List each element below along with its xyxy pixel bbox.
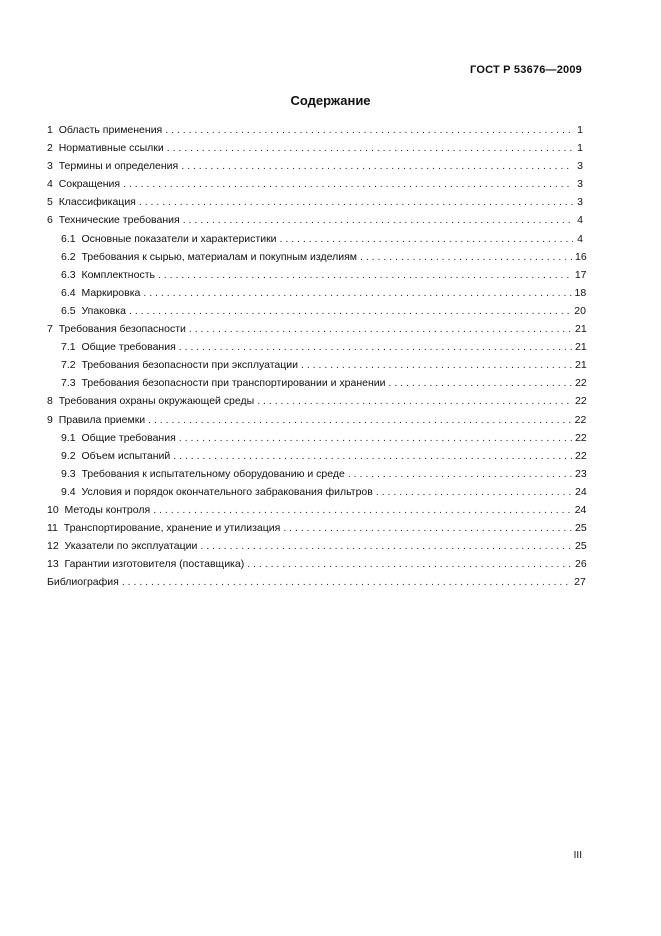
toc-entry-page: 21 xyxy=(575,323,587,336)
toc-entry-number: 2 xyxy=(47,142,53,155)
toc-entry-page: 17 xyxy=(574,268,587,281)
toc-entry[interactable] xyxy=(47,374,587,392)
toc-entry-label: Библиография xyxy=(47,576,119,589)
toc-leader-dots xyxy=(143,284,572,302)
toc-entry-label: Требования безопасности при транспортировании и хранении xyxy=(81,377,386,390)
toc-entry-number: 3 xyxy=(47,160,53,173)
toc-entry[interactable] xyxy=(47,411,587,429)
toc-entry-page: 26 xyxy=(575,558,587,571)
toc-leader-dots xyxy=(139,193,573,211)
toc-entry[interactable] xyxy=(47,555,587,573)
toc-entry[interactable] xyxy=(47,121,583,139)
toc-entry-page: 25 xyxy=(575,540,587,553)
toc-leader-dots xyxy=(165,121,573,139)
toc-leader-dots xyxy=(301,356,573,374)
toc-entry-label: Маркировка xyxy=(81,286,141,299)
toc-entry-label: Требования безопасности xyxy=(58,323,186,336)
toc-leader-dots xyxy=(360,248,573,266)
toc-entry[interactable] xyxy=(47,392,587,410)
toc-leader-dots xyxy=(181,157,573,175)
toc-entry[interactable] xyxy=(47,519,587,537)
toc-entry-label: Классификация xyxy=(58,196,136,209)
toc-leader-dots xyxy=(200,537,573,555)
toc-entry[interactable] xyxy=(47,483,587,501)
toc-entry-label: Правила приемки xyxy=(58,413,146,426)
toc-entry-page: 22 xyxy=(575,431,587,444)
toc-entry-page: 23 xyxy=(575,467,587,480)
toc-entry-label: Упаковка xyxy=(81,304,126,317)
toc-entry[interactable] xyxy=(47,429,587,447)
toc-entry-number: 6.5 xyxy=(61,304,76,317)
toc-entry-page: 16 xyxy=(575,250,587,263)
toc-leader-dots xyxy=(158,266,573,284)
toc-entry-label: Условия и порядок окончательного забракования фильтров xyxy=(81,485,373,498)
toc-entry[interactable] xyxy=(47,230,583,248)
toc-entry-number: 8 xyxy=(47,395,53,408)
toc-entry-label: Комплектность xyxy=(81,268,155,281)
toc-entry[interactable] xyxy=(47,211,583,229)
toc-entry-number: 13 xyxy=(47,558,59,571)
toc-entry-number: 6.1 xyxy=(61,232,76,245)
toc-entry-number: 6.2 xyxy=(61,250,76,263)
page-number: III xyxy=(573,850,582,861)
toc-entry-page: 25 xyxy=(575,522,587,535)
toc-entry-number: 9.2 xyxy=(61,449,76,462)
toc-entry-number: 7.1 xyxy=(61,341,76,354)
toc-entry-page: 1 xyxy=(577,142,583,155)
toc-entry-page: 24 xyxy=(574,503,587,516)
toc-entry[interactable] xyxy=(47,248,587,266)
toc-leader-dots xyxy=(129,302,572,320)
toc-entry[interactable] xyxy=(47,139,583,157)
toc-entry[interactable] xyxy=(47,266,587,284)
toc-entry[interactable] xyxy=(47,284,587,302)
toc-leader-dots xyxy=(173,447,573,465)
toc-entry[interactable] xyxy=(47,302,586,320)
toc-leader-dots xyxy=(280,230,573,248)
toc-entry-page: 3 xyxy=(577,160,583,173)
toc-leader-dots xyxy=(148,411,572,429)
toc-entry[interactable] xyxy=(47,193,583,211)
toc-entry-page: 4 xyxy=(577,232,583,245)
toc-entry-page: 22 xyxy=(575,449,587,462)
toc-entry-label: Требования охраны окружающей среды xyxy=(58,395,255,408)
toc-entry[interactable] xyxy=(47,320,587,338)
toc-entry-number: 5 xyxy=(47,196,53,209)
toc-entry-label: Методы контроля xyxy=(64,503,151,516)
toc-entry-label: Требования безопасности при эксплуатации xyxy=(81,359,299,372)
toc-leader-dots xyxy=(257,392,573,410)
toc-entry-number: 7 xyxy=(47,323,53,336)
document-code: ГОСТ Р 53676—2009 xyxy=(470,64,582,76)
toc-entry-page: 22 xyxy=(574,413,587,426)
toc-entry-number: 9.4 xyxy=(61,485,76,498)
toc-leader-dots xyxy=(189,320,573,338)
page-title: Содержание xyxy=(290,93,371,108)
toc-entry-number: 7.2 xyxy=(61,359,76,372)
toc-entry-page: 21 xyxy=(575,359,587,372)
toc-leader-dots xyxy=(348,465,573,483)
toc-entry-label: Сокращения xyxy=(58,178,121,191)
toc-leader-dots xyxy=(167,139,573,157)
toc-entry-label: Нормативные ссылки xyxy=(58,142,164,155)
toc-entry-number: 4 xyxy=(47,178,53,191)
toc-leader-dots xyxy=(247,555,573,573)
toc-entry-page: 24 xyxy=(575,485,587,498)
toc-entry-page: 22 xyxy=(575,377,587,390)
toc-leader-dots xyxy=(153,501,573,519)
toc-entry-label: Термины и определения xyxy=(58,160,179,173)
toc-entry[interactable] xyxy=(47,157,583,175)
toc-entry-number: 6.4 xyxy=(61,286,76,299)
toc-entry-number: 9 xyxy=(47,413,53,426)
toc-entry-number: 6 xyxy=(47,214,53,227)
toc-leader-dots xyxy=(123,175,573,193)
toc-entry-page: 1 xyxy=(577,124,583,136)
toc-entry-page: 18 xyxy=(574,286,587,299)
toc-entry-page: 21 xyxy=(575,341,587,354)
toc-entry-number: 9.1 xyxy=(61,431,76,444)
toc-entry-number: 7.3 xyxy=(61,377,76,390)
toc-entry-number: 10 xyxy=(47,503,59,516)
toc-entry[interactable] xyxy=(47,447,587,465)
table-of-contents xyxy=(47,121,587,591)
toc-entry[interactable] xyxy=(47,356,587,374)
toc-entry[interactable] xyxy=(47,465,587,483)
toc-entry-label: Основные показатели и характеристики xyxy=(81,232,277,245)
toc-entry-label: Требования к сырью, материалам и покупным изделиям xyxy=(81,250,357,263)
toc-entry-label: Гарантии изготовителя (поставщика) xyxy=(64,558,245,571)
toc-entry-number: 6.3 xyxy=(61,268,76,281)
toc-entry-number: 1 xyxy=(47,124,53,136)
toc-entry[interactable] xyxy=(47,537,587,555)
toc-leader-dots xyxy=(376,483,573,501)
toc-entry-page: 3 xyxy=(577,196,583,209)
toc-entry-page: 22 xyxy=(575,395,587,408)
toc-entry-page: 4 xyxy=(577,214,583,227)
toc-entry[interactable] xyxy=(47,501,587,519)
toc-leader-dots xyxy=(389,374,573,392)
toc-entry[interactable] xyxy=(47,573,586,591)
toc-entry-page: 3 xyxy=(577,178,583,191)
toc-leader-dots xyxy=(179,338,573,356)
toc-entry-label: Объем испытаний xyxy=(81,449,171,462)
toc-entry-label: Общие требования xyxy=(81,341,176,354)
toc-entry-label: Технические требования xyxy=(58,214,180,227)
toc-entry[interactable] xyxy=(47,338,587,356)
toc-entry-page: 20 xyxy=(574,304,586,317)
toc-entry-label: Общие требования xyxy=(81,431,176,444)
toc-leader-dots xyxy=(122,573,572,591)
toc-leader-dots xyxy=(179,429,573,447)
toc-entry-label: Область применения xyxy=(58,124,163,136)
toc-entry-label: Транспортирование, хранение и утилизация xyxy=(63,522,281,535)
toc-leader-dots xyxy=(183,211,573,229)
toc-leader-dots xyxy=(283,519,573,537)
toc-entry-label: Требования к испытательному оборудованию и среде xyxy=(81,467,345,480)
toc-entry-number: 9.3 xyxy=(61,467,76,480)
toc-entry[interactable] xyxy=(47,175,583,193)
toc-entry-number: 12 xyxy=(47,540,59,553)
toc-entry-number: 11 xyxy=(47,522,58,535)
toc-entry-label: Указатели по эксплуатации xyxy=(64,540,198,553)
toc-entry-page: 27 xyxy=(574,576,586,589)
